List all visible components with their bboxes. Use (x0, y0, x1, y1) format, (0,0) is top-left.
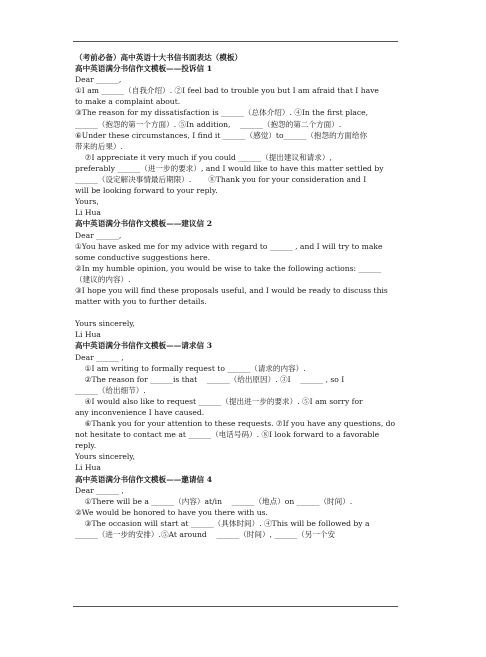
bottom-rule (73, 606, 398, 607)
text-line: ①I am writing to formally request to ______（请求的内容）. (75, 363, 306, 373)
text-line: ②The reason for ______is that ______（给出原因）. ③I ______ , so I (75, 374, 345, 384)
document-body (75, 63, 397, 540)
text-line: ______（进一步的安排）.⑤At around ______（时间）, ______（另一个安 (75, 530, 336, 540)
text-line: Yours sincerely, (75, 319, 135, 329)
text-line: ③I hope you will find these proposals useful, and I would be ready to discuss this (75, 285, 388, 295)
text-line: will be looking forward to your reply. (75, 186, 218, 196)
section-heading: 高中英语满分书信作文模板——投诉信 1 (75, 64, 213, 74)
text-line: （建议的内容）. (75, 274, 131, 284)
text-line: ①There will be a ______（内容）at/in ______（地点）on ______（时间）. (75, 496, 353, 506)
section-heading: 高中英语满分书信作文模板——邀请信 4 (75, 474, 213, 484)
text-line: ③The reason for my dissatisfaction is ______（总体介绍）. ④In the first place, (75, 108, 369, 118)
text-line: ③The occasion will start at ______（具体时间）. ④This will be followed by a (75, 518, 370, 528)
text-line: not hesitate to contact me at ______（电话号码）. ⑧I look forward to a favorable (75, 430, 380, 440)
text-line: ④I would also like to request ______（提出进一步的要求）. ⑤I am sorry for (75, 396, 363, 406)
text-line: ①You have asked me for my advice with regard to ______ , and I will try to make (75, 241, 383, 251)
text-line: Dear ______ , (75, 485, 124, 495)
text-line: ⑥Thank you for your attention to these requests. ⑦If you have any questions, do (75, 419, 396, 429)
text-line: Li Hua (75, 330, 101, 340)
text-line: ①I am ______（自我介绍）. ②I feel bad to trouble you but I am afraid that I have (75, 86, 379, 96)
text-line: some conductive suggestions here. (75, 252, 211, 262)
section-heading: 高中英语满分书信作文模板——请求信 3 (75, 341, 213, 351)
text-line: ⑦I appreciate it very much if you could ______（提出建议和请求）, (75, 152, 332, 162)
section-heading: 高中英语满分书信作文模板——建议信 2 (75, 219, 213, 229)
text-line: Dear ______, (75, 75, 122, 85)
text-line: Dear ______, (75, 230, 122, 240)
text-line: ②We would be honored to have you there with us. (75, 507, 268, 517)
top-rule (73, 41, 398, 42)
text-line: preferably ______（进一步的要求）, and I would like to have this matter settled by (75, 163, 384, 173)
text-line: Li Hua (75, 463, 101, 473)
text-line: matter with you to further details. (75, 297, 207, 307)
text-line: ②In my humble opinion, you would be wise to take the following actions: ______ (75, 263, 382, 273)
text-line: ⑥Under these circumstances, I find it ______（感觉）to______（抱怨的方面给你 (75, 130, 368, 140)
text-line: Yours, (75, 197, 99, 207)
text-line: Yours sincerely, (75, 452, 135, 462)
text-line: 带来的后果）. (75, 141, 123, 151)
document-page (75, 52, 397, 540)
text-line: ______（给出细节）. (75, 385, 146, 395)
text-line: reply. (75, 441, 97, 451)
text-line: ______（抱怨的第一个方面）. ⑤In addition, ______（抱怨的第二个方面）. (75, 119, 342, 129)
text-line: Dear ______ , (75, 352, 124, 362)
blank-line (75, 307, 397, 318)
text-line: to make a complaint about. (75, 97, 181, 107)
document-title: （考前必备）高中英语十大书信书面表达（模板） (75, 53, 243, 62)
text-line: Li Hua (75, 208, 101, 218)
text-line: any inconvenience I have caused. (75, 408, 205, 417)
text-line: ______（设定解决事情最后期限）. ⑧Thank you for your consideration and I (75, 175, 367, 185)
